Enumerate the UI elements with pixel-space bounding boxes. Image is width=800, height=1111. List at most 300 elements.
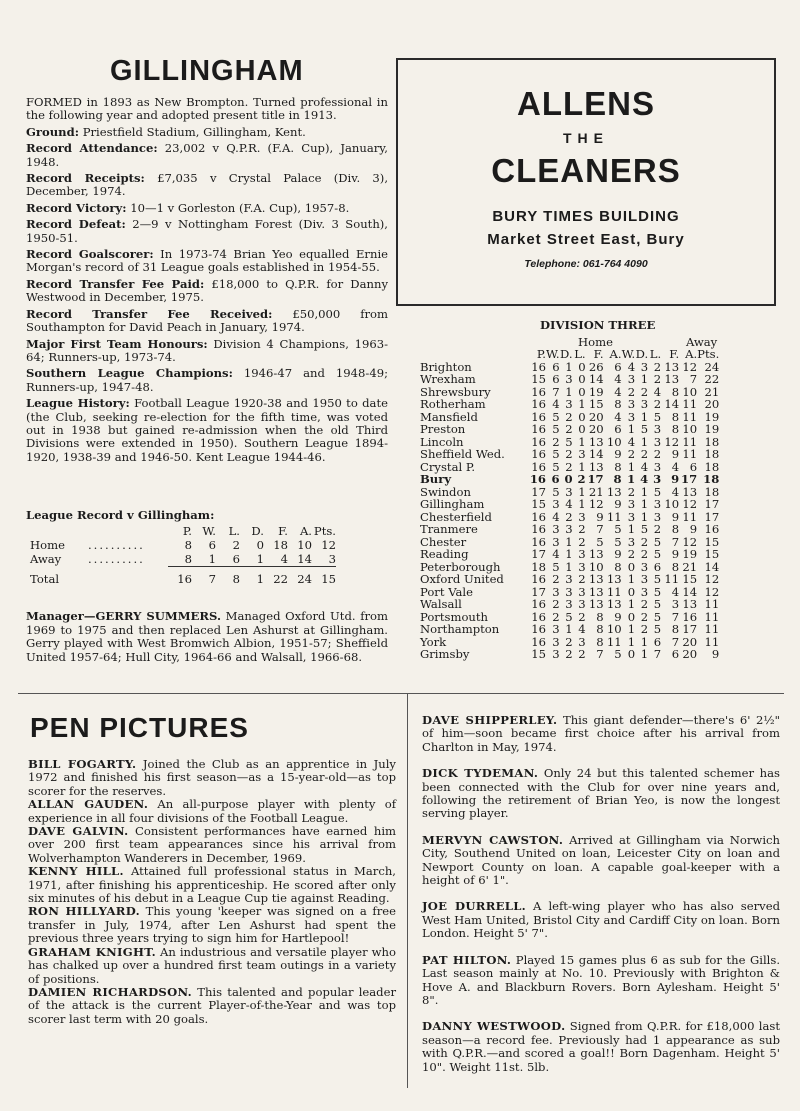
team-stat: 5 xyxy=(653,484,662,499)
team-stat: 10 xyxy=(606,434,622,449)
division-header-cell: P. xyxy=(536,347,546,361)
team-stat: 10 xyxy=(682,422,698,436)
team-name: Reading xyxy=(420,547,469,561)
team-stat: 4 xyxy=(578,622,586,636)
team-stat: 11 xyxy=(704,597,720,611)
team-stat: 8 xyxy=(671,622,680,636)
fact-text: Priestfield Stadium, Gillingham, Kent. xyxy=(82,124,306,139)
team-stat: 2 xyxy=(640,622,649,636)
team-stat: 3 xyxy=(552,497,560,511)
team-stat: 4 xyxy=(671,484,680,499)
team-stat: 16 xyxy=(531,509,546,524)
team-stat: 19 xyxy=(682,547,698,561)
team-stat: 20 xyxy=(682,647,698,661)
league-record-cell: 1 xyxy=(256,552,264,566)
player-bio: Joined the Club as an apprentice in July 1972 and finished his first season—as a 15-year-old—as top scorer for the reserves. xyxy=(28,757,396,798)
fact-text: 10—1 v Gorleston (F.A. Cup), 1957-8. xyxy=(130,200,350,215)
player-name: JOE DURRELL. xyxy=(422,899,527,914)
player-bio: Attained full professional status in March, 1971, after finishing his apprenticeship. He scored after only six minutes of his debut in a League Cup tie against Reading. xyxy=(28,864,396,906)
team-stat: 3 xyxy=(578,597,586,611)
fact-label: Record Attendance: xyxy=(26,141,158,156)
team-name: Port Vale xyxy=(420,584,473,599)
league-record-table xyxy=(30,524,336,586)
team-stat: 16 xyxy=(531,409,546,424)
team-stat: 6 xyxy=(614,422,622,436)
team-stat: 4 xyxy=(565,497,573,511)
pen-pictures-title: PEN PICTURES xyxy=(30,712,249,743)
team-stat: 7 xyxy=(689,372,698,386)
team-stat: 17 xyxy=(681,472,698,486)
team-stat: 18 xyxy=(704,484,720,499)
league-record-total-label: Total xyxy=(30,571,60,586)
advert-allens: ALLENS xyxy=(517,85,655,122)
team-stat: 4 xyxy=(552,547,560,561)
team-stat: 7 xyxy=(596,647,604,661)
team-stat: 13 xyxy=(588,547,604,561)
fact-label: Record Transfer Fee Paid: xyxy=(26,276,205,291)
team-stat: 11 xyxy=(704,609,720,624)
team-stat: 2 xyxy=(653,359,662,374)
league-record-cell: 8 xyxy=(184,552,192,566)
team-stat: 0 xyxy=(578,372,586,386)
team-stat: 2 xyxy=(565,509,573,524)
team-stat: 16 xyxy=(529,472,546,486)
league-record-header: Pts. xyxy=(313,524,336,538)
league-record-cell: 12 xyxy=(321,538,336,552)
division-away-label: Away xyxy=(686,335,718,349)
team-stat: 12 xyxy=(682,359,698,374)
team-stat: 15 xyxy=(682,572,698,586)
team-stat: 11 xyxy=(704,622,720,636)
team-stat: 12 xyxy=(682,534,698,549)
team-stat: 3 xyxy=(653,459,662,474)
advert-building: BURY TIMES BUILDING xyxy=(492,208,680,225)
team-stat: 5 xyxy=(653,597,662,611)
advert-cleaners: CLEANERS xyxy=(491,152,681,189)
team-stat: 3 xyxy=(578,634,586,649)
team-stat: 3 xyxy=(640,359,649,374)
team-stat: 8 xyxy=(614,397,622,411)
player-name: DANNY WESTWOOD. xyxy=(422,1019,566,1034)
team-stat: 16 xyxy=(531,459,546,474)
division-header-cell: F. xyxy=(669,347,680,361)
pen-picture xyxy=(422,954,780,1008)
division-table-title: DIVISION THREE xyxy=(540,318,656,332)
club-fact xyxy=(26,172,388,199)
team-stat: 5 xyxy=(565,434,573,449)
team-stat: 16 xyxy=(531,384,546,399)
player-bio: An all-purpose player with plenty of experience in all four divisions of the Football League. xyxy=(28,797,396,825)
team-stat: 11 xyxy=(704,634,720,649)
team-name: Gillingham xyxy=(420,497,485,511)
team-name: Northampton xyxy=(420,622,500,636)
team-name: Peterborough xyxy=(420,559,501,574)
team-stat: 3 xyxy=(565,597,573,611)
team-stat: 18 xyxy=(703,472,720,486)
pen-pictures-right-column xyxy=(422,714,780,1087)
league-record-cell: 1 xyxy=(208,552,216,566)
team-stat: 6 xyxy=(552,372,560,386)
team-stat: 0 xyxy=(627,559,636,574)
team-name: Portsmouth xyxy=(420,609,489,624)
team-stat: 2 xyxy=(627,384,636,399)
division-table-row xyxy=(420,548,719,561)
team-stat: 3 xyxy=(552,634,560,649)
team-stat: 0 xyxy=(578,409,586,424)
player-name: GRAHAM KNIGHT. xyxy=(28,944,156,959)
league-record-total-cell: 15 xyxy=(312,567,336,587)
team-name: Lincoln xyxy=(420,434,464,449)
division-table-row xyxy=(420,448,719,461)
formed-paragraph: FORMED in 1893 as New Brompton. Turned professional in the following year and adopted present title in 1913. xyxy=(26,95,388,123)
team-stat: 11 xyxy=(606,584,622,599)
team-name: Preston xyxy=(420,422,466,436)
team-stat: 3 xyxy=(653,422,662,436)
player-bio: This giant defender—there's 6' 2½" of him—soon became first choice after his arrival from Charlton in May, 1974. xyxy=(422,713,781,754)
team-stat: 1 xyxy=(640,434,649,449)
team-stat: 12 xyxy=(682,497,698,511)
team-stat: 9 xyxy=(671,472,680,486)
horizontal-divider xyxy=(18,693,784,694)
player-name: PAT HILTON. xyxy=(422,952,512,967)
team-stat: 1 xyxy=(565,534,573,549)
player-bio: This young 'keeper was signed on a free transfer in July, 1974, after Len Ashurst had spent the previous three years trying to sign him for Hartlepool! xyxy=(28,904,396,946)
player-bio: Played 15 games plus 6 as sub for the Gills. Last season mainly at No. 10. Previously with Brighton & Hove A. and Blackburn Rovers. Born Aylesham. Height 5' 8". xyxy=(422,952,780,1007)
team-stat: 3 xyxy=(640,584,649,599)
team-stat: 3 xyxy=(627,509,636,524)
team-stat: 7 xyxy=(552,384,560,399)
division-header-cell: L. xyxy=(649,347,662,361)
team-stat: 17 xyxy=(531,547,546,561)
team-stat: 17 xyxy=(587,472,604,486)
team-stat: 2 xyxy=(627,447,636,461)
team-stat: 2 xyxy=(653,522,662,536)
player-name: RON HILLYARD. xyxy=(28,904,140,919)
team-stat: 2 xyxy=(552,434,560,449)
team-stat: 1 xyxy=(578,484,586,499)
team-stat: 4 xyxy=(671,584,680,599)
team-stat: 1 xyxy=(640,509,649,524)
team-stat: 2 xyxy=(653,447,662,461)
team-stat: 8 xyxy=(671,522,680,536)
league-record-row-label: Home xyxy=(30,538,65,552)
team-stat: 3 xyxy=(565,484,573,499)
team-stat: 16 xyxy=(531,522,546,536)
team-stat: 6 xyxy=(653,559,662,574)
team-stat: 3 xyxy=(627,372,636,386)
team-stat: 7 xyxy=(671,634,680,649)
league-record-header: D. xyxy=(251,524,264,538)
league-record-cell: 18 xyxy=(273,538,288,552)
player-name: DAVE SHIPPERLEY. xyxy=(422,713,558,727)
team-stat: 2 xyxy=(577,472,586,486)
player-name: DAVE GALVIN. xyxy=(28,824,129,839)
team-stat: 10 xyxy=(682,384,698,399)
player-name: KENNY HILL. xyxy=(28,864,124,879)
team-stat: 8 xyxy=(596,622,604,636)
team-name: Brighton xyxy=(420,359,472,374)
player-bio: Arrived at Gillingham via Norwich City, Southend United on loan, Leicester City on loan and Newport County on loan. A capable goal-keeper with a height of 6' 1". xyxy=(422,832,781,888)
team-stat: 4 xyxy=(640,472,649,486)
team-stat: 14 xyxy=(588,372,604,386)
blank-cell xyxy=(420,348,528,361)
team-stat: 1 xyxy=(565,547,573,561)
team-stat: 2 xyxy=(640,447,649,461)
team-stat: 16 xyxy=(531,447,546,461)
team-stat: 1 xyxy=(578,397,586,411)
fact-text: 1946-47 and 1948-49; Runners-up, 1947-48. xyxy=(26,366,388,394)
league-record-total-cell: 8 xyxy=(216,567,240,587)
team-stat: 11 xyxy=(682,397,698,411)
team-stat: 5 xyxy=(653,609,662,624)
team-stat: 0 xyxy=(564,472,573,486)
league-record-cell: 6 xyxy=(208,538,216,552)
team-stat: 1 xyxy=(565,359,573,374)
team-stat: 3 xyxy=(578,509,586,524)
team-stat: 9 xyxy=(671,509,680,524)
team-stat: 2 xyxy=(565,447,573,461)
team-stat: 2 xyxy=(565,422,573,436)
player-name: ALLAN GAUDEN. xyxy=(28,797,149,812)
team-stat: 2 xyxy=(578,647,586,661)
team-stat: 7 xyxy=(671,609,680,624)
team-stat: 5 xyxy=(565,609,573,624)
team-stat: 7 xyxy=(596,522,604,536)
team-stat: 3 xyxy=(565,372,573,386)
team-stat: 17 xyxy=(704,497,720,511)
blank-cell xyxy=(30,524,88,538)
league-record-cell: 10 xyxy=(297,538,312,552)
division-header-cell: A. xyxy=(609,347,622,361)
team-stat: 6 xyxy=(614,359,622,374)
manager-label: Manager—GERRY SUMMERS. xyxy=(26,609,221,623)
team-stat: 19 xyxy=(704,409,720,424)
player-name: BILL FOGARTY. xyxy=(28,757,137,771)
team-stat: 1 xyxy=(640,484,649,499)
league-record-total-cell: 16 xyxy=(168,567,192,587)
team-stat: 1 xyxy=(627,459,636,474)
team-stat: 9 xyxy=(614,547,622,561)
team-stat: 6 xyxy=(671,647,680,661)
team-stat: 16 xyxy=(531,597,546,611)
pen-picture xyxy=(28,865,396,905)
team-stat: 2 xyxy=(578,572,586,586)
league-record-total-row xyxy=(30,567,336,587)
team-stat: 8 xyxy=(671,384,680,399)
team-stat: 5 xyxy=(653,572,662,586)
team-stat: 5 xyxy=(552,459,560,474)
team-stat: 3 xyxy=(552,534,560,549)
team-stat: 8 xyxy=(671,422,680,436)
team-stat: 2 xyxy=(565,409,573,424)
team-stat: 4 xyxy=(627,434,636,449)
team-stat: 4 xyxy=(640,459,649,474)
team-stat: 16 xyxy=(531,572,546,586)
league-record-header: P. xyxy=(182,524,192,538)
team-stat: 11 xyxy=(606,634,622,649)
team-stat: 15 xyxy=(588,397,604,411)
fact-text: 23,002 v Q.P.R. (F.A. Cup), January, 1948. xyxy=(26,141,388,169)
team-stat: 13 xyxy=(606,597,622,611)
team-name: Crystal P. xyxy=(420,459,476,474)
team-stat: 4 xyxy=(671,459,680,474)
team-stat: 5 xyxy=(614,647,622,661)
team-stat: 2 xyxy=(627,484,636,499)
team-stat: 16 xyxy=(531,609,546,624)
team-stat: 13 xyxy=(664,372,680,386)
pen-picture xyxy=(422,900,780,940)
team-stat: 16 xyxy=(531,534,546,549)
team-name: Chesterfield xyxy=(420,509,492,524)
club-fact xyxy=(26,367,388,394)
fact-label: Major First Team Honours: xyxy=(26,336,208,351)
team-stat: 5 xyxy=(552,447,560,461)
team-stat: 3 xyxy=(653,509,662,524)
team-stat: 2 xyxy=(578,609,586,624)
team-stat: 18 xyxy=(704,459,720,474)
manager-paragraph xyxy=(26,610,388,664)
division-header-cell: W. xyxy=(546,347,560,361)
team-stat: 9 xyxy=(614,447,622,461)
allens-cleaners-advert xyxy=(396,58,776,306)
division-table-row xyxy=(420,498,719,511)
player-bio: An industrious and versatile player who has chalked up over a hundred first team outings in a variety of positions. xyxy=(28,944,397,986)
club-fact xyxy=(26,126,388,139)
team-stat: 8 xyxy=(596,609,604,624)
team-name: Bury xyxy=(420,472,452,486)
blank-cell xyxy=(88,524,168,538)
division-header-cell: W. xyxy=(621,347,636,361)
team-stat: 16 xyxy=(531,434,546,449)
pen-picture xyxy=(28,986,396,1026)
team-stat: 5 xyxy=(552,409,560,424)
team-stat: 13 xyxy=(664,359,680,374)
advert-telephone: Telephone: 061-764 4090 xyxy=(524,258,648,270)
team-stat: 13 xyxy=(588,584,604,599)
team-stat: 4 xyxy=(552,509,560,524)
team-stat: 1 xyxy=(578,459,586,474)
division-header-cell: L. xyxy=(574,347,586,361)
team-stat: 1 xyxy=(640,372,649,386)
team-stat: 13 xyxy=(588,597,604,611)
fact-text: 2—9 v Nottingham Forest (Div. 3 South), 1950-51. xyxy=(26,217,388,245)
player-name: MERVYN CAWSTON. xyxy=(422,832,564,847)
fact-text: Football League 1920-38 and 1950 to date (the Club, seeking re-election for the fifth time, was voted out in 1938 but gained re-admission when the old Third Divisions were extended in 1950). Southern League 1894-1920, 1938-39 and 1946-50. Kent League 1944-46. xyxy=(26,396,388,464)
pen-picture xyxy=(422,834,780,888)
league-record-header: A. xyxy=(299,524,312,538)
team-stat: 4 xyxy=(614,409,622,424)
team-stat: 1 xyxy=(578,434,586,449)
team-stat: 7 xyxy=(671,534,680,549)
team-stat: 2 xyxy=(640,534,649,549)
team-stat: 14 xyxy=(682,584,698,599)
team-stat: 1 xyxy=(640,497,649,511)
league-record-total-cell: 1 xyxy=(240,567,264,587)
team-stat: 15 xyxy=(531,497,546,511)
team-stat: 12 xyxy=(664,434,680,449)
division-table-row xyxy=(420,598,719,611)
team-stat: 0 xyxy=(627,647,636,661)
gillingham-title: GILLINGHAM xyxy=(110,55,304,87)
team-stat: 0 xyxy=(627,609,636,624)
team-stat: 1 xyxy=(627,522,636,536)
team-stat: 18 xyxy=(704,447,720,461)
league-record-cell: 6 xyxy=(232,552,240,566)
pen-picture xyxy=(28,825,396,865)
team-stat: 3 xyxy=(552,522,560,536)
team-stat: 3 xyxy=(552,647,560,661)
team-stat: 3 xyxy=(627,497,636,511)
team-stat: 19 xyxy=(704,422,720,436)
team-stat: 5 xyxy=(552,422,560,436)
team-stat: 13 xyxy=(606,572,622,586)
team-stat: 9 xyxy=(614,609,622,624)
team-stat: 1 xyxy=(627,472,636,486)
team-stat: 2 xyxy=(640,384,649,399)
league-record-total-cell: 24 xyxy=(288,567,312,587)
team-stat: 11 xyxy=(682,434,698,449)
team-stat: 2 xyxy=(653,397,662,411)
team-stat: 8 xyxy=(614,559,622,574)
team-stat: 2 xyxy=(565,647,573,661)
fact-text: Division 4 Champions, 1963-64; Runners-up, 1973-74. xyxy=(26,336,388,364)
team-stat: 3 xyxy=(653,497,662,511)
division-table-row xyxy=(420,373,719,386)
team-stat: 1 xyxy=(565,559,573,574)
team-stat: 2 xyxy=(552,609,560,624)
division-home-away-header xyxy=(396,335,776,348)
team-stat: 17 xyxy=(682,622,698,636)
team-stat: 2 xyxy=(640,547,649,561)
league-record-total-cell: 22 xyxy=(264,567,288,587)
team-stat: 11 xyxy=(682,409,698,424)
player-bio: A left-wing player who has also served West Ham United, Bristol City and Cardiff City on loan. Born London. Height 5' 7". xyxy=(422,899,780,941)
division-header-cell: D. xyxy=(560,347,573,361)
team-stat: 5 xyxy=(653,534,662,549)
team-stat: 8 xyxy=(671,559,680,574)
team-stat: 14 xyxy=(704,559,720,574)
team-stat: 14 xyxy=(588,447,604,461)
team-stat: 16 xyxy=(704,522,720,536)
team-stat: 20 xyxy=(682,634,698,649)
fact-label: Record Defeat: xyxy=(26,217,126,232)
team-stat: 13 xyxy=(682,597,698,611)
team-stat: 24 xyxy=(704,359,720,374)
team-name: York xyxy=(420,634,447,649)
team-stat: 3 xyxy=(671,597,680,611)
team-stat: 1 xyxy=(627,597,636,611)
team-stat: 11 xyxy=(682,447,698,461)
team-stat: 1 xyxy=(565,622,573,636)
advert-the: THE xyxy=(563,130,609,146)
team-name: Grimsby xyxy=(420,647,470,661)
team-stat: 15 xyxy=(531,372,546,386)
team-stat: 1 xyxy=(627,634,636,649)
team-name: Oxford United xyxy=(420,572,504,586)
fact-label: Record Victory: xyxy=(26,200,127,215)
team-stat: 4 xyxy=(653,384,662,399)
league-record-cell: 8 xyxy=(184,538,192,552)
team-stat: 3 xyxy=(627,409,636,424)
league-record-cell: 14 xyxy=(297,552,312,566)
fact-text: £50,000 from Southampton for David Peach in January, 1974. xyxy=(26,306,389,335)
advert-address: Market Street East, Bury xyxy=(487,231,685,248)
league-record xyxy=(26,508,396,586)
fact-label: Record Receipts: xyxy=(26,171,145,186)
blank-cell xyxy=(88,567,168,587)
team-stat: 9 xyxy=(689,522,698,536)
team-stat: 21 xyxy=(682,559,698,574)
